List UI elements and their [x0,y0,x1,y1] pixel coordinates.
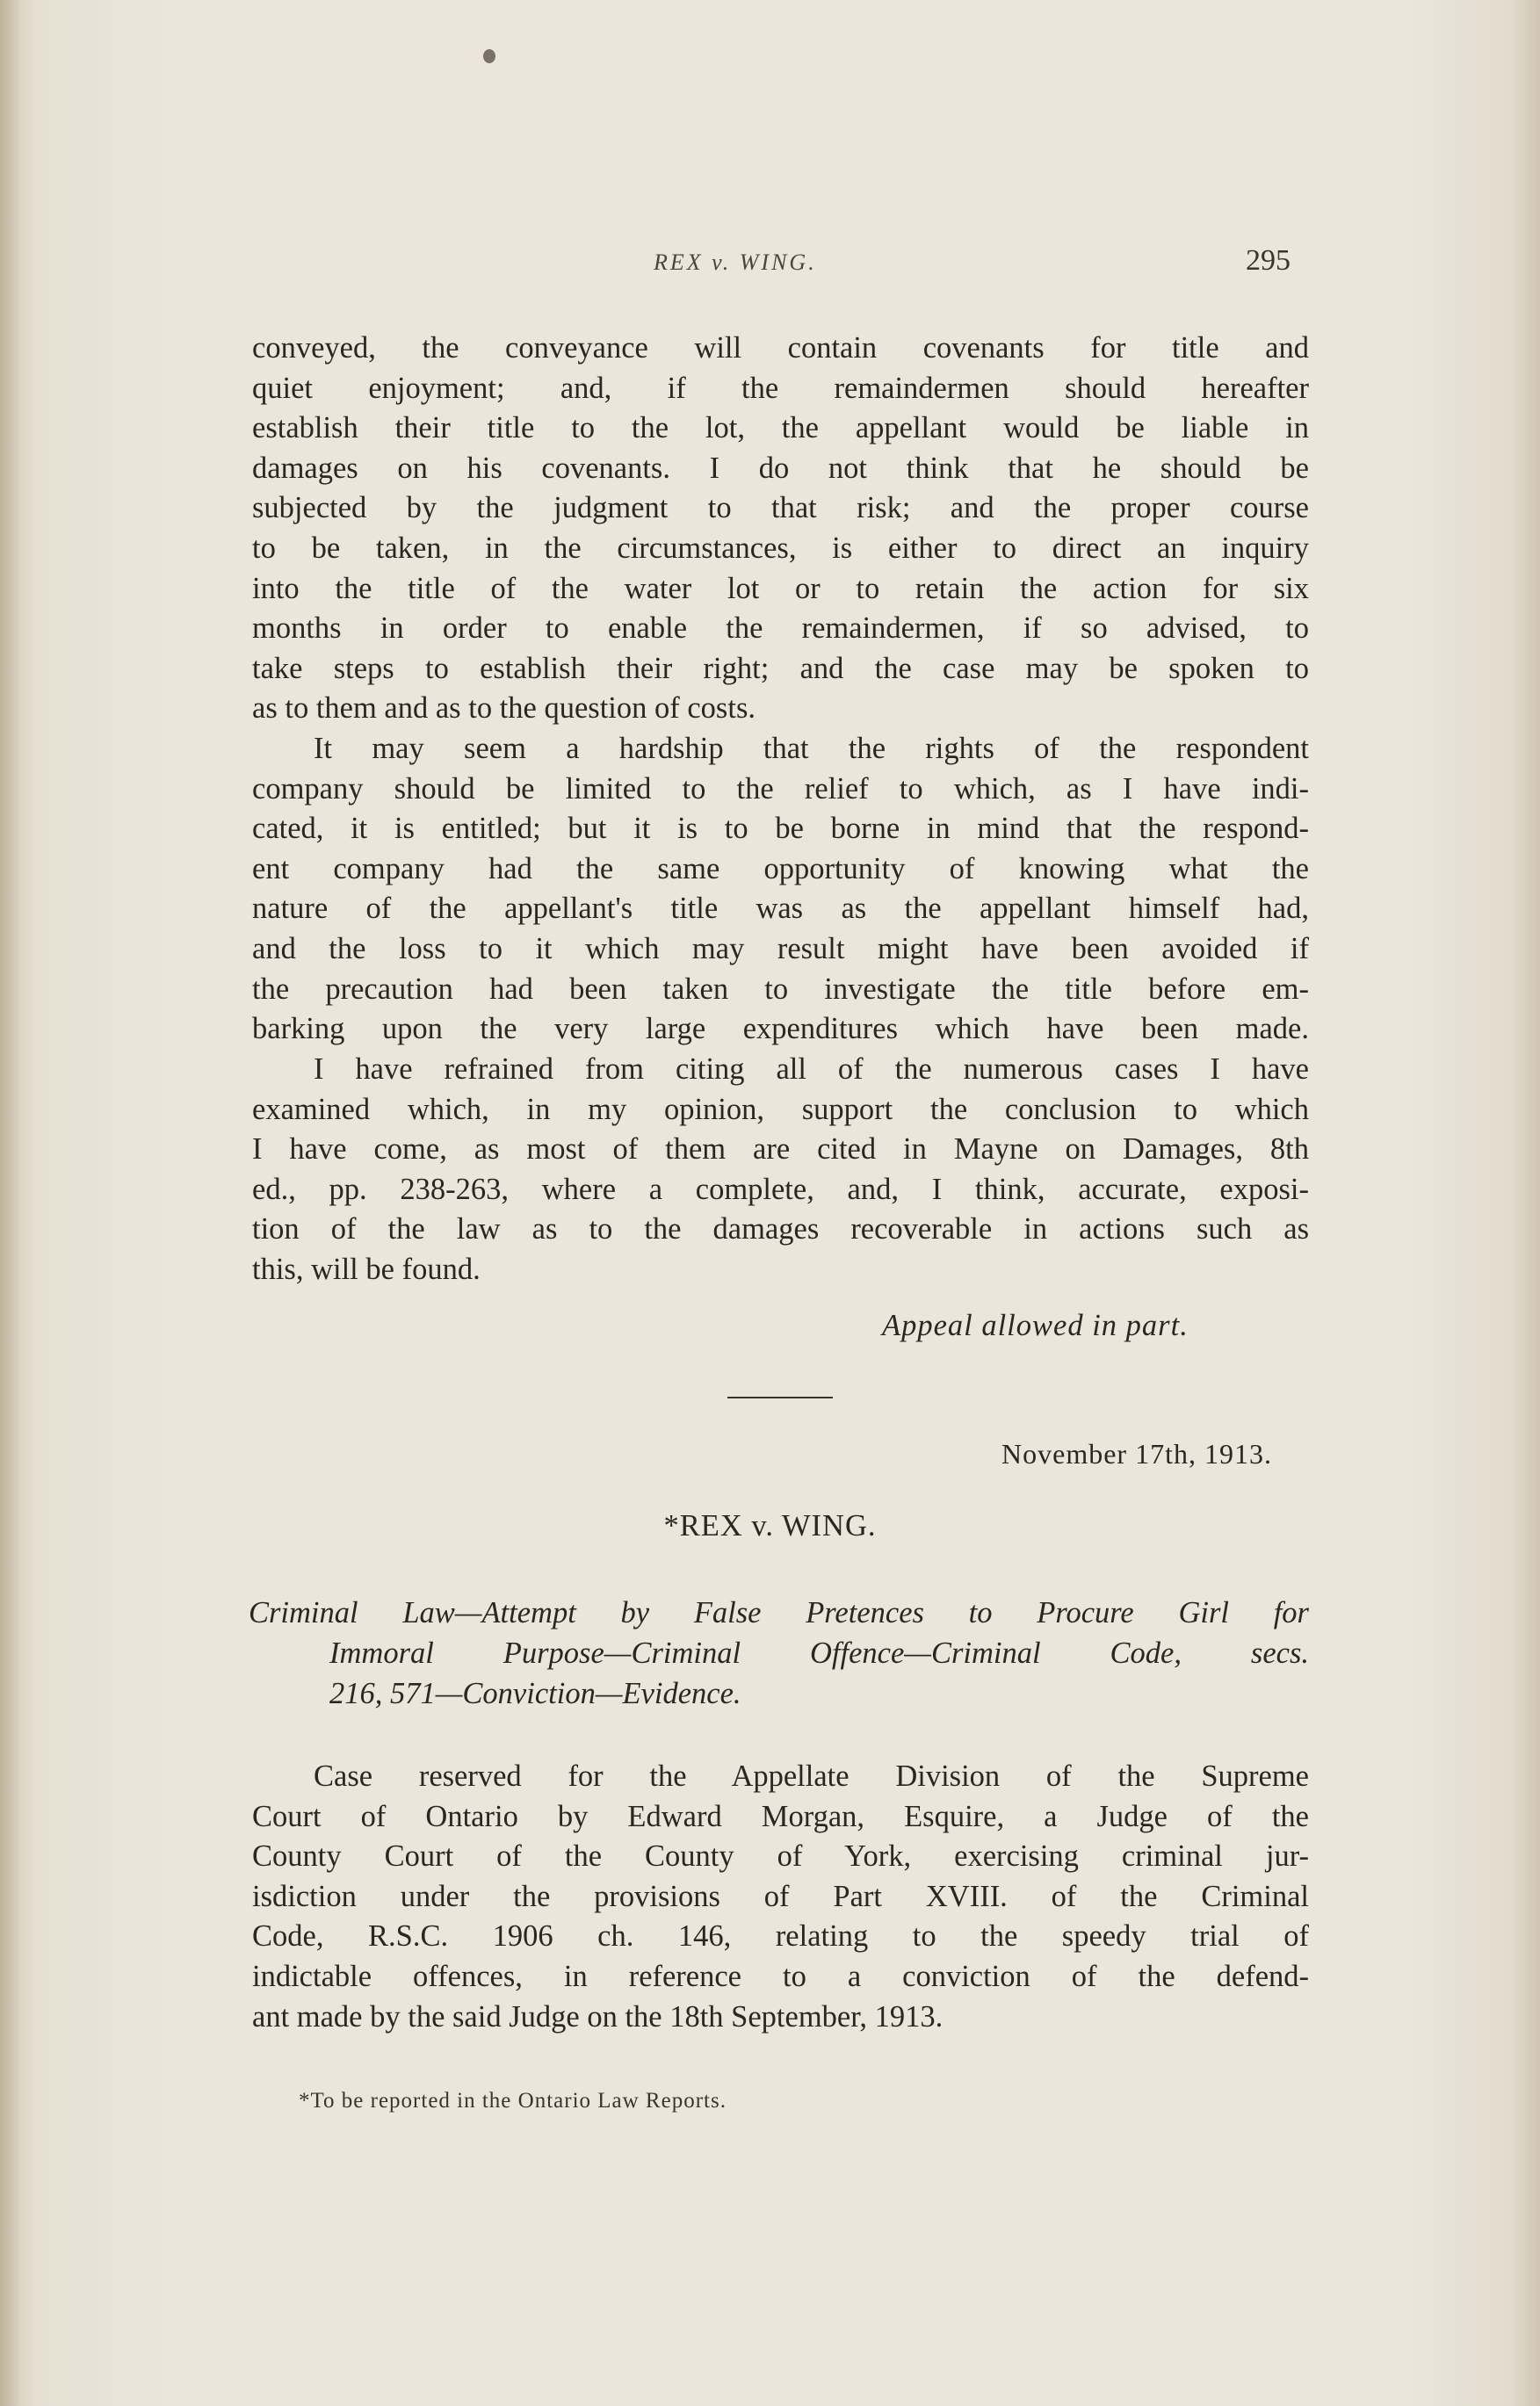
case-title: *REX v. WING. [663,1509,877,1543]
paragraph-2 [252,729,1309,1050]
text-line: cated, it is entitled; but it is to be borne in mind that the respond- [252,812,1309,846]
text-line: this, will be found. [252,1252,481,1286]
text-line: take steps to establish their right; and the case may be spoken to [252,651,1309,685]
text-line: and the loss to it which may result might have been avoided if [252,931,1309,965]
headnote-line: Immoral Purpose—Criminal Offence—Criminal Code, secs. [329,1637,1309,1670]
paragraph-4 [252,1757,1309,2037]
running-head [0,244,1540,288]
text-line: Court of Ontario by Edward Morgan, Esquire, a Judge of the [252,1799,1309,1833]
text-line: establish their title to the lot, the appellant would be liable in [252,411,1309,445]
text-line: company should be limited to the relief to which, as I have indi- [252,771,1309,806]
section-divider [727,1397,833,1398]
text-line: indictable offences, in reference to a conviction of the defend- [252,1959,1309,1993]
text-line: as to them and as to the question of costs. [252,691,756,726]
ink-speck [483,49,495,63]
headnote-line: Criminal Law—Attempt by False Pretences to Procure Girl for [249,1596,1309,1629]
judgment-result: Appeal allowed in part. [882,1309,1189,1342]
paragraph-3 [252,1050,1309,1290]
text-line: to be taken, in the circumstances, is either to direct an inquiry [252,531,1309,565]
text-line: It may seem a hardship that the rights of the respondent [314,732,1309,765]
text-line: months in order to enable the remaindermen, if so advised, to [252,611,1309,646]
binding-gutter [0,0,19,2406]
footnote: *To be reported in the Ontario Law Reports. [299,2089,727,2113]
text-line: ent company had the same opportunity of knowing what the [252,851,1309,885]
headnote [249,1593,1309,1714]
text-line: Case reserved for the Appellate Division of the Supreme [314,1759,1309,1793]
text-line: County Court of the County of York, exercising criminal jur- [252,1839,1309,1874]
text-line: conveyed, the conveyance will contain covenants for title and [252,331,1309,365]
text-line: I have refrained from citing all of the numerous cases I have [314,1052,1309,1086]
text-line: I have come, as most of them are cited in Mayne on Damages, 8th [252,1132,1309,1167]
text-line: subjected by the judgment to that risk; and the proper course [252,491,1309,525]
text-line: isdiction under the provisions of Part XVIII. of the Criminal [252,1879,1309,1913]
text-line: damages on his covenants. I do not think that he should be [252,451,1309,485]
text-line: examined which, in my opinion, support the conclusion to which [252,1092,1309,1126]
text-line: Code, R.S.C. 1906 ch. 146, relating to the speedy trial of [252,1919,1309,1954]
text-line: into the title of the water lot or to retain the action for six [252,571,1309,605]
running-head-title: REX v. WING. [654,249,817,275]
text-line: quiet enjoyment; and, if the remaindermen should hereafter [252,371,1309,405]
text-line: nature of the appellant's title was as the appellant himself had, [252,892,1309,926]
text-line: tion of the law as to the damages recoverable in actions such as [252,1212,1309,1246]
headnote-line: 216, 571—Conviction—Evidence. [329,1677,741,1710]
text-line: barking upon the very large expenditures which have been made. [252,1012,1309,1046]
paragraph-1 [252,329,1309,729]
text-line: ed., pp. 238-263, where a complete, and, I think, accurate, exposi- [252,1172,1309,1206]
case-date: November 17th, 1913. [1001,1438,1272,1470]
text-line: the precaution had been taken to investigate the title before em- [252,972,1309,1006]
text-line: ant made by the said Judge on the 18th September, 1913. [252,1999,944,2034]
page-number: 295 [1246,244,1291,277]
